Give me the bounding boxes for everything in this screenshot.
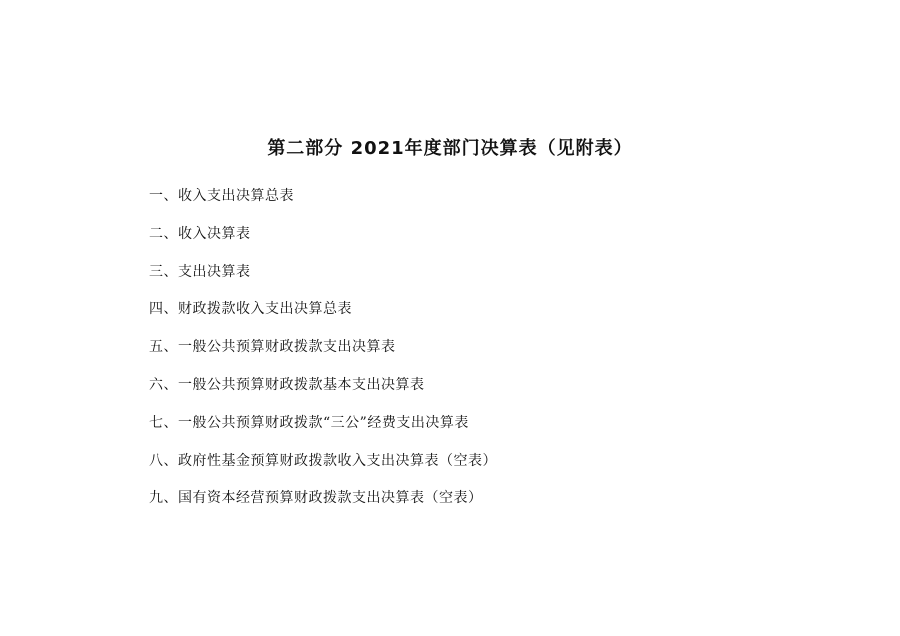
list-item: 一、收入支出决算总表 (149, 188, 294, 204)
list-item: 六、一般公共预算财政拨款基本支出决算表 (149, 376, 425, 393)
list-item: 三、支出决算表 (149, 263, 251, 280)
list-item: 八、政府性基金预算财政拨款收入支出决算表（空表） (149, 452, 497, 469)
list-item: 七、一般公共预算财政拨款“三公”经费支出决算表 (149, 414, 469, 431)
page-title: 第二部分 2021年度部门决算表（见附表） (267, 138, 633, 159)
list-item: 九、国有资本经营预算财政拨款支出决算表（空表） (149, 490, 483, 507)
list-item: 四、财政拨款收入支出决算总表 (149, 301, 352, 318)
list-item: 二、收入决算表 (149, 225, 251, 242)
table-list (149, 183, 497, 523)
list-item: 五、一般公共预算财政拨款支出决算表 (149, 339, 396, 356)
